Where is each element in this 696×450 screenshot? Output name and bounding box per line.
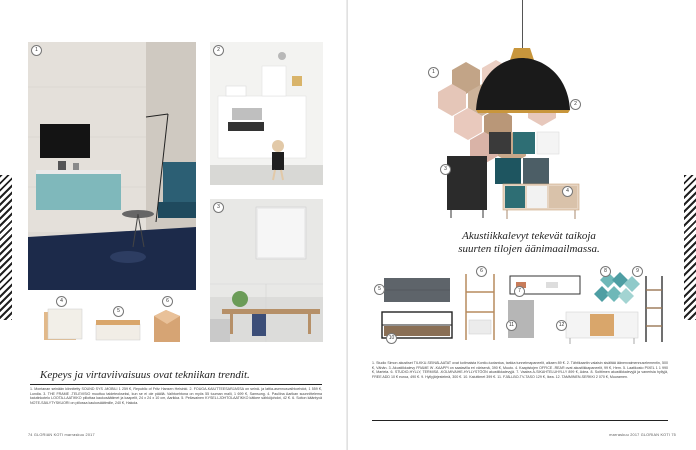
- cable-box-illustration: [94, 318, 142, 344]
- item-number-badge: 10: [386, 333, 397, 344]
- remote-holder-product: [150, 306, 184, 344]
- right-heading-line-2: suurten tilojen äänimaailmassa.: [458, 243, 600, 255]
- living-room-photo: [28, 42, 196, 290]
- item-number-badge: 5: [374, 284, 385, 295]
- item-number-badge: 9: [632, 266, 643, 277]
- item-number-badge: 8: [600, 266, 611, 277]
- item-number-badge: 1: [31, 45, 42, 56]
- item-number-badge: 2: [213, 45, 224, 56]
- item-number-badge: 3: [213, 202, 224, 213]
- pendant-lamp-illustration: [474, 46, 572, 114]
- item-number-badge: 3: [440, 164, 451, 175]
- item-number-badge: 12: [556, 320, 567, 331]
- right-caption: 1. Studio Simon akustiset TILKKU-SEINÄLAATAT ovat kotimaista Kontio-tuotantoa, tarkka tunnelmapaneelit, alkaen 89 €. 2. Tähtikaartin valaisin sisältää äänenvaimennuselementin, 500 €, Vähän. 3. Akustiikkalevy FRAME W -KAAPPI on saatavilla eri värisenä, 390 €, Muuto. 4. Kaapistojen OFFICE -REAR ovat akustiikkapaneelit, 99 €, Hem. 5. Laatikosto PIXEL 1 1 990 €, Martela. 6. STUDIO-HYLLY, TERMISÄ -KOLMIVAIHE-HYLLYSTÖÖN akustiikkalevyjä. 7. Vaalea A-SIKAHTELUHYLLY 899 €, Adea. 8. Soittimen akustiikkalevyjä ja vanerisia hyllyjä, FREE ADD 10 € euroa, 490 €. 9. Hyllyjärjestelmä, 300 €. 10. Kaiuttimet 399 €. 11. FJÄLLBO-TV-TASO 129 €, Ikea. 12. TAMMINEN-SERKKI 2 070 €, Muuramen.: [372, 361, 668, 379]
- shelf-illustration: [210, 42, 323, 185]
- item-number-badge: 5: [113, 306, 124, 317]
- item-number-badge: 6: [476, 266, 487, 277]
- item-number-badge: 2: [570, 99, 581, 110]
- left-heading-rule: [30, 384, 322, 385]
- frame-tv-illustration: [210, 199, 323, 342]
- item-number-badge: 4: [56, 296, 67, 307]
- right-page: [348, 0, 696, 450]
- right-heading-line-1: Akustiikkalevyt tekevät taikoja: [462, 230, 596, 242]
- speaker-box-product: [40, 306, 86, 344]
- shelf-photo: [210, 42, 323, 185]
- item-number-badge: 4: [562, 186, 573, 197]
- storage-products-illustration: [376, 270, 666, 345]
- left-folio: 74 GLORIAN KOTI marraskuu 2017: [28, 433, 95, 437]
- left-edge-hatch: [0, 175, 12, 320]
- speaker-box-illustration: [40, 306, 86, 344]
- right-folio: marraskuu 2017 GLORIAN KOTI 75: [609, 433, 676, 437]
- remote-holder-illustration: [150, 306, 184, 344]
- left-heading: Kepeys ja virtaviivaisuus ovat tekniikan trendit.: [40, 369, 250, 381]
- living-room-illustration: [28, 42, 196, 290]
- item-number-badge: 7: [514, 286, 525, 297]
- right-edge-hatch: [684, 175, 696, 320]
- item-number-badge: 6: [162, 296, 173, 307]
- frame-tv-photo: [210, 199, 323, 342]
- acoustic-panels-illustration: [443, 126, 593, 221]
- right-bottom-rule: [372, 420, 668, 421]
- item-number-badge: 1: [428, 67, 439, 78]
- item-number-badge: 11: [506, 320, 517, 331]
- cable-box-product: [94, 318, 142, 344]
- left-caption: 1. Montanan seinään kiinnitetty SOUND SYS -MOBILI 1 259 €, Republic of Fritz Hansen Helsinki. 2. FOUGA-KAIUTTEESARJASSA on seinä- ja lattia-asennusvaihtoehdot, 1 559 €, Lundia. 3. THE FRAME -TELEVISIO muuttuu taideteokseksi, kun se ei ole päällä. Vaihtoehtona on myös 55 tuuman malli, 1 699 €, Samsung. 4. Pauliina Aarikan suunnittelema kaiutinkotelo LOOTA-LAATIKKO piilottaa kaukosäätimet ja kaapelit, 24 x 24 x 10 cm, Aarikka. 5. Pellavainen KYSELI-JOHTOLAATIKKO kätkee sähköjohdot, 42 €. 6. Soiton kääntyvä NOTE-SÄILYTYSKUORI on piilossa kaukosäätimille, 240 €, Hakola.: [30, 387, 322, 405]
